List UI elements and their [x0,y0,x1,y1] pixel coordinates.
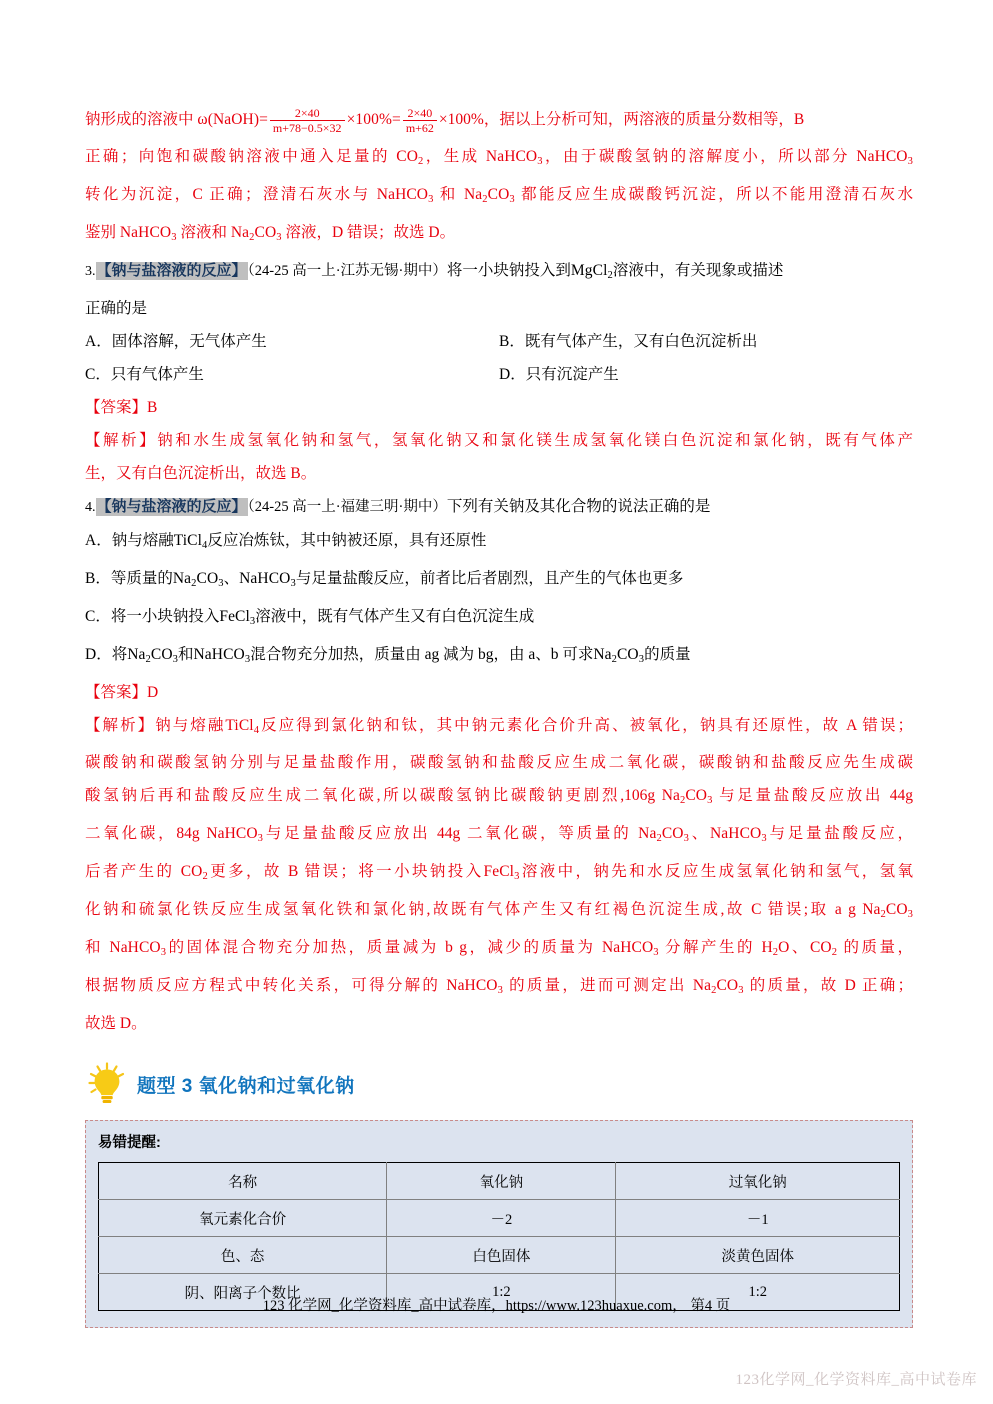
question-4-meta: （24-25 高一上·福建三明·期中） [247,498,447,515]
option-b-text: 既有气体产生，又有白色沉淀析出 [524,332,758,350]
table-row [99,1200,900,1237]
q4-answer-value: D [147,683,159,701]
analysis-text-1: 钠和水生成氢氧化钠和氢气，氢氧化钠又和氯化镁生成氢氧化镁白色沉淀和氯化钠，既有气体产 [157,431,913,449]
question-3-option-b [499,325,913,358]
q4-answer-label: 【答案】 [85,683,148,701]
question-3-option-c [85,358,499,391]
fraction-1 [270,106,345,135]
question-3-analysis-line-2: 生，又有白色沉淀析出，故选 B。 [85,464,317,482]
option-a-label: A． [85,332,112,350]
question-4-analysis-line-8: 根据物质反应方程式中转化关系，可得分解的 NaHCO$_3$ 的质量，进而可测定出 $Na_2CO_3$ 的质量，故 D 正确； [85,977,913,997]
question-4-stem: 下列有关钠及其化合物的说法正确的是 [446,497,711,515]
cell-valence-sodium-peroxide: －1 [616,1200,900,1237]
fraction-1-numerator: 2×40 [294,105,320,120]
option-c-text: 只有气体产生 [110,365,204,383]
question-4-option-a: A．钠与熔融TiCl$_4$反应冶炼钛，其中钠被还原，具有还原性 [85,531,487,551]
question-4-analysis-line-1: 【解析】钠与熔融TiCl$_4$反应得到氯化钠和钛，其中钠元素化合价升高、被氧化，钠具有还原性，故 A 错误； [85,716,913,736]
explanation-tail: ×100%，据以上分析可知，两溶液的质量分数相等，B [438,111,805,128]
section-heading [85,1062,913,1106]
cell-color-sodium-oxide: 白色固体 [387,1237,616,1274]
option-c-label: C． [85,365,111,383]
fraction-2 [403,106,437,135]
row-label-valence: 氧元素化合价 [99,1200,387,1237]
q4-option-b-label: B． [85,569,111,587]
question-3-stem-a: 将一小块钠投入到MgCl$_2$溶液中，有关现象或描述 [446,261,784,281]
row-label-ion-ratio: 阴、阳离子个数比 [99,1274,387,1311]
question-4-analysis-line-4: 二氧化碳，84g NaHCO$_3$与足量盐酸反应放出 44g 二氧化碳，等质量的 $Na_2CO_3$、NaHCO$_3$与足量盐酸反应， [85,825,913,845]
question-3-option-a [85,325,499,358]
question-4-answer [85,676,913,709]
cell-ion-ratio-sodium-oxide: 1:2 [387,1274,616,1311]
row-label-color-state: 色、态 [99,1237,387,1274]
table-header-sodium-oxide: 氧化钠 [387,1163,616,1200]
explanation-formula-line [85,100,913,140]
question-4-option-b: B．等质量的$Na_2CO_3$、NaHCO$_3$与足量盐酸反应，前者比后者剧烈，且产生的气体也更多 [85,569,684,589]
table-header-sodium-peroxide: 过氧化钠 [616,1163,900,1200]
page-footer: 123 化学网_化学资料库_高中试卷库，https://www.123huaxue.com， 第4 页 [262,1298,731,1314]
question-4-analysis-line-5: 后者产生的 $CO_2$更多，故 B 错误；将一小块钠投入FeCl$_3$溶液中，钠先和水反应生成氢氧化钠和氢气，氢氧 [85,863,913,883]
cell-color-sodium-peroxide: 淡黄色固体 [616,1237,900,1274]
explanation-intro: 钠形成的溶液中 [85,111,194,128]
formula-middle: ×100%= [346,111,401,128]
question-3-tag: 【钠与盐溶液的反应】 [96,262,247,279]
cell-valence-sodium-oxide: －2 [387,1200,616,1237]
page-content [85,100,913,1328]
explanation-line-4: 鉴别 NaHCO$_3$ 溶液和 $Na_2CO_3$ 溶液，D 错误；故选 D。 [85,223,456,243]
section-title: 题型 3 氧化钠和过氧化钠 [137,1075,355,1097]
fraction-2-numerator: 2×40 [407,105,433,120]
table-header-name: 名称 [99,1163,387,1200]
answer-label: 【答案】 [85,398,148,416]
q4-analysis-label: 【解析】 [85,716,156,734]
question-3-number: 3. [85,263,96,279]
question-4-number: 4. [85,499,96,515]
option-d-label: D． [499,365,526,383]
question-4-analysis-line-2: 碳酸钠和碳酸氢钠分别与足量盐酸作用，碳酸氢钠和盐酸反应生成二氧化碳，碳酸钠和盐酸反应先生成碳 [85,754,913,772]
question-3-options-row-1 [85,325,913,358]
option-d-text: 只有沉淀产生 [525,365,619,383]
q4-option-a-label: A． [85,531,112,549]
question-4-tag: 【钠与盐溶液的反应】 [96,498,247,515]
omega-naoh-label: ω(NaOH)= [197,111,268,128]
question-4-analysis-line-3: 酸氢钠后再和盐酸反应生成二氧化碳,所以碳酸氢钠比碳酸钠更剧烈,106g $Na_2CO_3$ 与足量盐酸反应放出 44g [85,787,913,807]
question-3-options-row-2 [85,358,913,391]
option-b-label: B． [499,332,525,350]
question-3-header [85,254,913,292]
question-4-analysis-line-7: 和 NaHCO$_3$的固体混合物充分加热，质量减为 b g，减少的质量为 NaHCO$_3$ 分解产生的 $H_2O$、$CO_2$ 的质量， [85,939,913,959]
q4-option-d-label: D． [85,645,112,663]
table-header-row [99,1163,900,1200]
option-a-text: 固体溶解，无气体产生 [111,332,267,350]
watermark: 123化学网_化学资料库_高中试卷库 [735,1372,977,1388]
question-3-answer [85,391,913,424]
question-4-analysis-line-6: 化钠和硫氯化铁反应生成氢氧化铁和氯化钠,故既有气体产生又有红褐色沉淀生成,故 C 错误;取 a g $Na_2CO_3$ [85,901,913,921]
lightbulb-icon [85,1062,129,1106]
analysis-label: 【解析】 [85,431,158,449]
question-3-option-d [499,358,913,391]
cell-ion-ratio-sodium-peroxide: 1:2 [616,1274,900,1311]
tip-box-label: 易错提醒: [98,1135,161,1152]
explanation-line-3: 转化为沉淀，C 正确；澄清石灰水与 NaHCO$_3$ 和 $Na_2CO_3$ 都能反应生成碳酸钙沉淀，所以不能用澄清石灰水 [85,185,913,205]
question-4-header [85,490,913,524]
question-4-analysis-line-9: 故选 D。 [85,1015,147,1033]
q4-option-c-label: C． [85,607,111,625]
answer-value: B [147,398,158,416]
question-4-option-d: D．将$Na_2CO_3$和NaHCO$_3$混合物充分加热，质量由 ag 减为 bg，由 a、b 可求$Na_2CO_3$的质量 [85,645,691,665]
question-4-option-c: C．将一小块钠投入FeCl$_3$溶液中，既有气体产生又有白色沉淀生成 [85,607,535,627]
fraction-2-denominator: m+62 [403,120,437,135]
question-3-stem-b: 正确的是 [85,299,148,317]
fraction-1-denominator: m+78−0.5×32 [270,120,345,135]
question-3-analysis-line-1 [85,424,913,457]
comparison-table [98,1162,900,1311]
question-3-meta: （24-25 高一上·江苏无锡·期中） [247,262,447,279]
explanation-line-2: 正确；向饱和碳酸钠溶液中通入足量的 $CO_2$，生成 NaHCO$_3$，由于碳酸氢钠的溶解度小，所以部分 NaHCO$_3$ [85,148,913,167]
table-row [99,1237,900,1274]
